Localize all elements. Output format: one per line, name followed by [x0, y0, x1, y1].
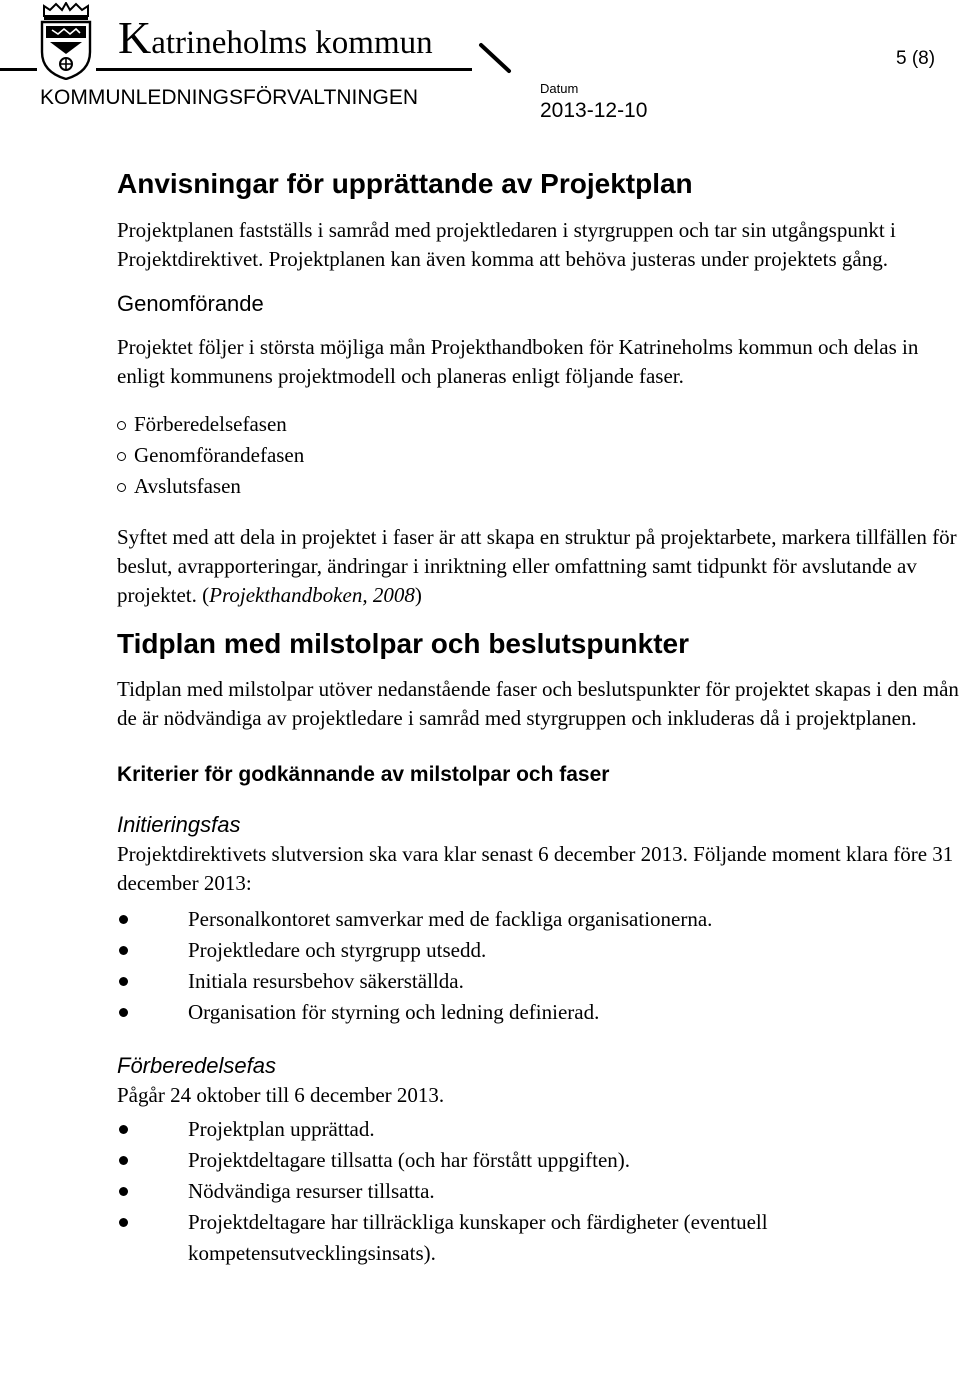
- citation: Projekthandboken, 2008: [209, 583, 415, 607]
- intro-paragraph: Projektplanen fastställs i samråd med projektledaren i styrgruppen och tar sin utgångspunkt i Projektdirektivet. Projektplanen kan även komma att behöva justeras under projektets gång.: [117, 218, 896, 271]
- brand-name: Katrineholms kommun: [118, 12, 433, 63]
- forberedelse-paragraph: Pågår 24 oktober till 6 december 2013.: [117, 1083, 445, 1107]
- forberedelse-list: [117, 1114, 960, 1269]
- list-item: Projektdeltagare har tillräckliga kunskaper och färdigheter (eventuell kompetensutvecklingsinsats).: [117, 1207, 960, 1269]
- organization-name: KOMMUNLEDNINGSFÖRVALTNINGEN: [40, 86, 419, 109]
- list-item: Projektplan upprättad.: [117, 1114, 960, 1145]
- initiering-list: [117, 904, 960, 1028]
- header-rule: [96, 68, 472, 71]
- subheading-initieringsfas: Initieringsfas: [117, 812, 241, 837]
- list-item: Nödvändiga resurser tillsatta.: [117, 1176, 960, 1207]
- list-item: Organisation för styrning och ledning definierad.: [117, 997, 960, 1028]
- document-body: [117, 166, 960, 1269]
- initiering-paragraph: Projektdirektivets slutversion ska vara klar senast 6 december 2013. Följande moment klara före 31 december 2013:: [117, 842, 954, 895]
- list-item: Genomförandefasen: [117, 440, 960, 471]
- phase-list: [117, 409, 960, 502]
- brand-slash-icon: [478, 42, 512, 74]
- section-heading-tidplan: Tidplan med milstolpar och beslutspunkter: [117, 628, 690, 659]
- list-item: Personalkontoret samverkar med de fackliga organisationerna.: [117, 904, 960, 935]
- letterhead: [0, 0, 960, 130]
- date-label: Datum: [540, 81, 579, 96]
- page-number: 5 (8): [896, 48, 936, 69]
- header-rule: [0, 68, 37, 71]
- document-title: Anvisningar för upprättande av Projektplan: [117, 168, 693, 199]
- genomforande-paragraph: Projektet följer i största möjliga mån Projekthandboken för Katrineholms kommun och delas in enligt kommunens projektmodell och planeras enligt följande faser.: [117, 335, 919, 388]
- list-item: Projektledare och styrgrupp utsedd.: [117, 935, 960, 966]
- section-heading-genomforande: Genomförande: [117, 291, 264, 316]
- list-item: Avslutsfasen: [117, 471, 960, 502]
- purpose-paragraph: Syftet med att dela in projektet i faser är att skapa en struktur på projektarbete, markera tillfällen för beslut, avrapporteringar, ändringar i inriktning eller omfattning samt tidpunkt för avslutande av projektet. (Projekthandboken, 2008): [117, 525, 957, 607]
- section-heading-kriterier: Kriterier för godkännande av milstolpar och faser: [117, 763, 610, 786]
- municipal-crest-icon: [36, 2, 96, 80]
- list-item: Projektdeltagare tillsatta (och har förstått uppgiften).: [117, 1145, 960, 1176]
- list-item: Initiala resursbehov säkerställda.: [117, 966, 960, 997]
- tidplan-paragraph: Tidplan med milstolpar utöver nedanstående faser och beslutspunkter för projektet skapas i den mån de är nödvändiga av projektledare i samråd med styrgruppen och inkluderas då i projektplanen.: [117, 677, 959, 730]
- date-value: 2013-12-10: [540, 99, 648, 122]
- subheading-forberedelsefas: Förberedelsefas: [117, 1053, 276, 1078]
- list-item: Förberedelsefasen: [117, 409, 960, 440]
